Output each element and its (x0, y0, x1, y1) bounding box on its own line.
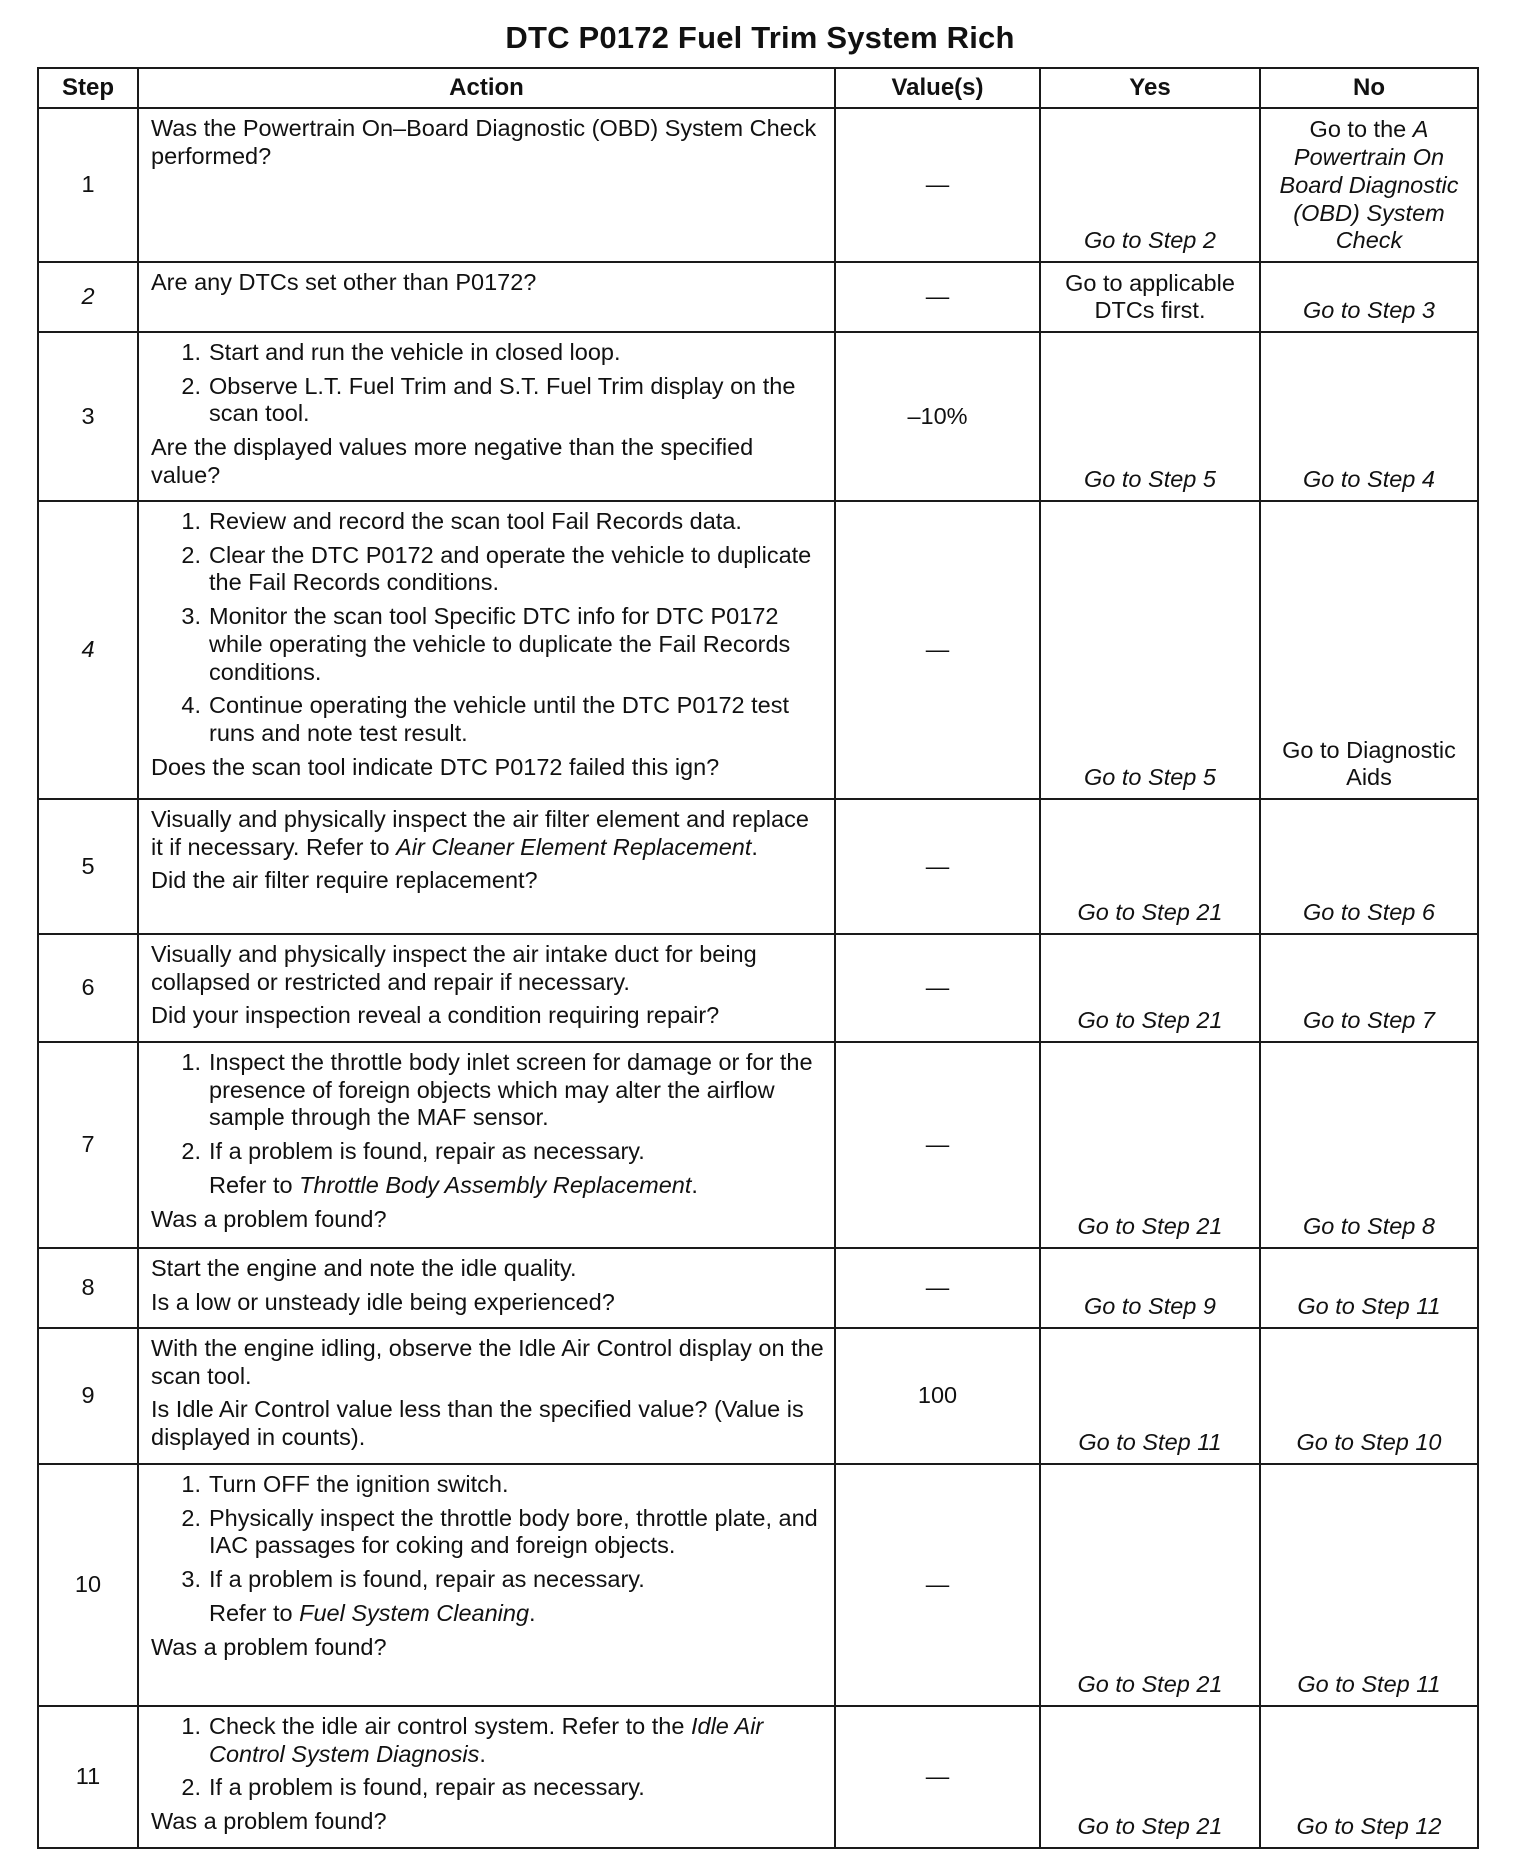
step-number: 8 (38, 1248, 138, 1328)
table-row (38, 1328, 1478, 1464)
text-run: Go to Diagnostic Aids (1282, 736, 1456, 791)
action-list-item (151, 373, 824, 428)
action-list-item (151, 692, 824, 747)
text-run: Turn OFF the ignition switch. (209, 1471, 509, 1497)
text-run: Go to Step 5 (1084, 764, 1216, 791)
list-number: 1. (181, 1049, 201, 1075)
action-list-item (151, 1774, 824, 1802)
action-list-item (151, 508, 824, 536)
yes-cell (1040, 501, 1260, 799)
text-run: Was a problem found? (151, 1633, 387, 1660)
yes-cell (1040, 1464, 1260, 1706)
text-run: Go to Step 7 (1303, 1007, 1435, 1034)
text-run: If a problem is found, repair as necessary. (209, 1774, 645, 1801)
list-number: 2. (181, 541, 201, 568)
text-run: Go to applicable DTCs first. (1065, 269, 1235, 324)
action-paragraph (151, 867, 824, 895)
yes-cell (1040, 1328, 1260, 1464)
yes-cell (1040, 1042, 1260, 1248)
text-run: Go to Step 4 (1303, 466, 1435, 493)
text-run: Monitor the scan tool Specific DTC info for DTC P0172 while operating the vehicle to duplicate the Fail Records conditions. (209, 603, 791, 685)
no-cell (1260, 332, 1478, 501)
value-cell: — (835, 799, 1040, 934)
text-run: Go to Step 21 (1077, 1813, 1223, 1840)
text-run: Throttle Body Assembly Replacement (299, 1171, 692, 1198)
step-number: 10 (38, 1464, 138, 1706)
header-yes: Yes (1040, 68, 1260, 108)
yes-cell (1040, 108, 1260, 262)
yes-cell (1040, 1706, 1260, 1848)
list-number: 1. (181, 1471, 201, 1497)
action-cell (138, 1042, 835, 1248)
text-run: Go to Step 9 (1084, 1293, 1216, 1320)
list-number: 1. (181, 1713, 201, 1739)
text-run: A Powertrain On Board Diagnostic (OBD) System Check (1279, 116, 1459, 254)
table-row (38, 1042, 1478, 1248)
no-cell (1260, 501, 1478, 799)
step-number: 11 (38, 1706, 138, 1848)
action-paragraph (151, 941, 824, 996)
action-paragraph (151, 1634, 824, 1662)
action-paragraph (151, 1002, 824, 1030)
text-run: . (479, 1740, 486, 1767)
text-run: Check the idle air control system. Refer to the (209, 1713, 691, 1739)
action-cell (138, 1248, 835, 1328)
text-run: Idle Air Control System Diagnosis (209, 1713, 764, 1767)
list-text (209, 1049, 824, 1132)
list-text (209, 692, 824, 747)
action-list-item (151, 1049, 824, 1132)
step-number: 1 (38, 108, 138, 262)
yes-cell (1040, 332, 1260, 501)
table-header-row (38, 68, 1478, 108)
list-text (209, 542, 824, 597)
action-paragraph (151, 1289, 824, 1317)
text-run: Review and record the scan tool Fail Records data. (209, 508, 742, 534)
value-cell: 100 (835, 1328, 1040, 1464)
step-number: 2 (38, 262, 138, 332)
table-row (38, 1464, 1478, 1706)
yes-cell (1040, 934, 1260, 1042)
text-run: Are the displayed values more negative than the specified value? (151, 434, 754, 488)
action-list-item (151, 1713, 824, 1768)
action-cell (138, 108, 835, 262)
action-paragraph (151, 1396, 824, 1451)
diagnostic-table (37, 67, 1479, 1849)
list-number: 4. (181, 692, 201, 719)
table-row (38, 332, 1478, 501)
table-row (38, 108, 1478, 262)
table-body (38, 108, 1478, 1848)
list-number: 2. (181, 1774, 201, 1801)
text-run: Go to Step 21 (1077, 1213, 1223, 1240)
text-run: Go to Step 12 (1296, 1813, 1442, 1840)
header-no: No (1260, 68, 1478, 108)
list-number: 1. (181, 508, 201, 534)
text-run: . (751, 833, 758, 860)
action-cell (138, 1328, 835, 1464)
text-run: Visually and physically inspect the air intake duct for being collapsed or restricted and repair if necessary. (151, 941, 757, 995)
text-run: Go to Step 11 (1078, 1429, 1222, 1456)
no-cell (1260, 1328, 1478, 1464)
action-paragraph (151, 1335, 824, 1390)
text-run: Did your inspection reveal a condition requiring repair? (151, 1002, 720, 1029)
value-cell: — (835, 501, 1040, 799)
text-run: Go to Step 11 (1297, 1293, 1441, 1320)
list-text (209, 339, 824, 367)
list-text (209, 1713, 824, 1768)
action-cell (138, 501, 835, 799)
text-run: With the engine idling, observe the Idle Air Control display on the scan tool. (151, 1335, 824, 1389)
action-paragraph (151, 1255, 824, 1283)
action-cell (138, 332, 835, 501)
yes-cell (1040, 1248, 1260, 1328)
text-run: Go to Step 21 (1077, 1007, 1223, 1034)
text-run: Are any DTCs set other than P0172? (151, 269, 537, 295)
table-row (38, 1248, 1478, 1328)
text-run: Go to Step 3 (1303, 297, 1435, 324)
action-list-item (151, 542, 824, 597)
list-number: 2. (181, 1138, 201, 1165)
text-run: Go to Step 8 (1303, 1213, 1435, 1240)
text-run: . (691, 1171, 698, 1198)
text-run: Clear the DTC P0172 and operate the vehicle to duplicate the Fail Records conditions. (209, 541, 812, 596)
yes-cell (1040, 262, 1260, 332)
list-number: 3. (181, 603, 201, 630)
list-number: 1. (181, 339, 201, 365)
action-paragraph (151, 269, 824, 297)
value-cell: — (835, 108, 1040, 262)
no-cell (1260, 1706, 1478, 1848)
value-cell: — (835, 1464, 1040, 1706)
text-run: Continue operating the vehicle until the DTC P0172 test runs and note test result. (209, 692, 790, 747)
text-run: Go to Step 21 (1077, 899, 1223, 926)
text-run: Go to Step 11 (1297, 1671, 1441, 1698)
text-run: Go to Step 5 (1084, 466, 1216, 493)
action-list-item (151, 1566, 824, 1594)
list-text (209, 1138, 824, 1166)
no-cell (1260, 1248, 1478, 1328)
no-cell (1260, 1042, 1478, 1248)
text-run: Was a problem found? (151, 1808, 387, 1835)
text-run: Go to Step 10 (1296, 1429, 1442, 1456)
header-action: Action (138, 68, 835, 108)
value-cell: –10% (835, 332, 1040, 501)
text-run: Refer to (209, 1599, 300, 1626)
text-run: Start the engine and note the idle quality. (151, 1255, 577, 1281)
action-list-item (151, 1505, 824, 1560)
text-run: Go to Step 21 (1077, 1671, 1223, 1698)
text-run: Fuel System Cleaning (299, 1599, 530, 1626)
page-title: DTC P0172 Fuel Trim System Rich (505, 20, 1015, 55)
list-text (209, 1774, 824, 1802)
text-run: Was the Powertrain On–Board Diagnostic (OBD) System Check performed? (151, 115, 817, 169)
header-step: Step (38, 68, 138, 108)
text-run: Physically inspect the throttle body bore, throttle plate, and IAC passages for coking and foreign objects. (209, 1504, 818, 1559)
text-run: If a problem is found, repair as necessary. (209, 1138, 645, 1165)
no-cell (1260, 934, 1478, 1042)
text-run: Observe L.T. Fuel Trim and S.T. Fuel Trim display on the scan tool. (209, 372, 796, 427)
list-text (209, 1471, 824, 1499)
step-number: 6 (38, 934, 138, 1042)
text-run: Refer to (209, 1171, 300, 1198)
action-list-item (151, 339, 824, 367)
action-list-item (151, 603, 824, 686)
text-run: Go to Step 6 (1303, 899, 1435, 926)
yes-cell (1040, 799, 1260, 934)
list-text (209, 508, 824, 536)
action-cell (138, 799, 835, 934)
action-reference (151, 1600, 824, 1628)
list-text (209, 1505, 824, 1560)
step-number: 9 (38, 1328, 138, 1464)
action-paragraph (151, 806, 824, 861)
list-text (209, 373, 824, 428)
text-run: Did the air filter require replacement? (151, 867, 538, 894)
value-cell: — (835, 1706, 1040, 1848)
text-run: Air Cleaner Element Replacement (396, 833, 752, 860)
action-cell (138, 1706, 835, 1848)
list-number: 2. (181, 1504, 201, 1531)
action-list-item (151, 1471, 824, 1499)
table-row (38, 934, 1478, 1042)
no-cell (1260, 108, 1478, 262)
text-run: Visually and physically inspect the air filter element and replace it if necessary. Refer to (151, 806, 809, 860)
action-paragraph (151, 434, 824, 489)
step-number: 3 (38, 332, 138, 501)
value-cell: — (835, 262, 1040, 332)
action-paragraph (151, 115, 824, 170)
value-cell: — (835, 1248, 1040, 1328)
text-run: Go to the (1309, 116, 1413, 143)
no-cell (1260, 799, 1478, 934)
table-row (38, 799, 1478, 934)
text-run: Is a low or unsteady idle being experienced? (151, 1288, 615, 1315)
text-run: Inspect the throttle body inlet screen for damage or for the presence of foreign objects which may alter the airflow sample through the MAF sensor. (209, 1049, 813, 1131)
step-number: 7 (38, 1042, 138, 1248)
list-number: 3. (181, 1566, 201, 1593)
step-number: 4 (38, 501, 138, 799)
text-run: Was a problem found? (151, 1205, 387, 1232)
table-row (38, 1706, 1478, 1848)
no-cell (1260, 1464, 1478, 1706)
action-cell (138, 934, 835, 1042)
value-cell: — (835, 934, 1040, 1042)
step-number: 5 (38, 799, 138, 934)
value-cell: — (835, 1042, 1040, 1248)
action-paragraph (151, 754, 824, 782)
text-run: If a problem is found, repair as necessary. (209, 1566, 645, 1593)
text-run: . (529, 1599, 536, 1626)
text-run: Start and run the vehicle in closed loop. (209, 339, 621, 365)
action-paragraph (151, 1808, 824, 1836)
list-text (209, 1566, 824, 1594)
action-reference (151, 1172, 824, 1200)
list-text (209, 603, 824, 686)
text-run: Does the scan tool indicate DTC P0172 failed this ign? (151, 753, 720, 780)
action-list-item (151, 1138, 824, 1166)
list-number: 2. (181, 372, 201, 399)
no-cell (1260, 262, 1478, 332)
action-cell (138, 1464, 835, 1706)
action-cell (138, 262, 835, 332)
table-row (38, 262, 1478, 332)
table-row (38, 501, 1478, 799)
header-value: Value(s) (835, 68, 1040, 108)
text-run: Go to Step 2 (1084, 227, 1216, 254)
text-run: Is Idle Air Control value less than the specified value? (Value is displayed in counts). (151, 1396, 804, 1451)
action-paragraph (151, 1206, 824, 1234)
